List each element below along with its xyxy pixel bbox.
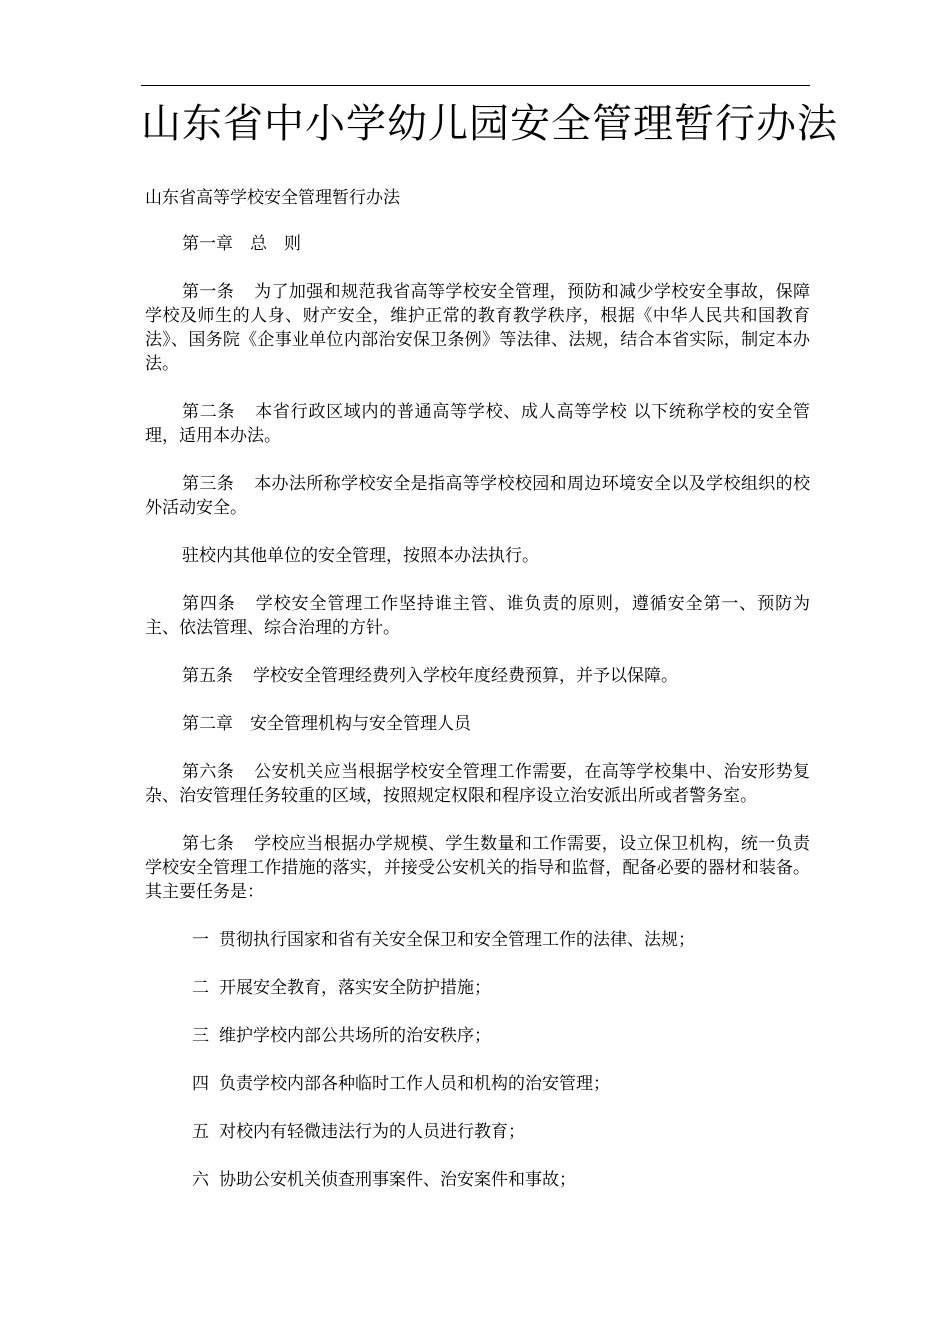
list-item-text: 贯彻执行国家和省有关安全保卫和安全管理工作的法律、法规；: [219, 930, 695, 950]
list-item: [145, 1120, 810, 1144]
list-item-text: 维护学校内部公共场所的治安秩序；: [219, 1026, 491, 1046]
document-body: [145, 232, 810, 1216]
list-item-text: 对校内有轻微违法行为的人员进行教育；: [219, 1122, 525, 1142]
list-item: [145, 1168, 810, 1192]
document-subtitle: 山东省高等学校安全管理暂行办法: [145, 188, 400, 208]
list-item-number: 二: [192, 978, 209, 998]
article-1: [145, 280, 810, 376]
document-title: 山东省中小学幼儿园安全管理暂行办法: [141, 101, 838, 147]
article-4-heading: 第四条: [182, 594, 236, 614]
article-3: [145, 472, 810, 520]
article-5-text: 学校安全管理经费列入学校年度经费预算，并予以保障。: [253, 666, 678, 686]
list-item-number: 六: [192, 1170, 209, 1190]
list-item-number: 四: [192, 1074, 209, 1094]
list-item-text: 协助公安机关侦查刑事案件、治安案件和事故；: [219, 1170, 576, 1190]
article-2-heading: 第二条: [182, 402, 236, 422]
list-item: [145, 976, 810, 1000]
article-6: [145, 760, 810, 808]
article-2-text: 本省行政区域内的普通高等学校、成人高等学校 以下统称学校的安全管理，适用本办法。: [145, 402, 810, 446]
article-6-heading: 第六条: [182, 762, 235, 782]
list-item-text: 负责学校内部各种临时工作人员和机构的治安管理；: [219, 1074, 610, 1094]
article-7-heading: 第七条: [182, 834, 235, 854]
list-item-text: 开展安全教育，落实安全防护措施；: [219, 978, 491, 998]
article-3-text: 本办法所称学校安全是指高等学校校园和周边环境安全以及学校组织的校外活动安全。: [145, 474, 811, 518]
article-1-heading: 第一条: [182, 282, 235, 302]
chapter-heading-2: 第二章 安全管理机构与安全管理人员: [182, 714, 471, 734]
list-item: [145, 1024, 810, 1048]
article-5-heading: 第五条: [182, 666, 233, 686]
list-item-number: 三: [192, 1026, 209, 1046]
list-item-number: 一: [192, 930, 209, 950]
list-item: [145, 1072, 810, 1096]
article-3-heading: 第三条: [182, 474, 235, 494]
article-4: [145, 592, 810, 640]
article-2: [145, 400, 810, 448]
article-3-extra: 驻校内其他单位的安全管理，按照本办法执行。: [182, 546, 539, 566]
list-item-number: 五: [192, 1122, 209, 1142]
article-5: [145, 664, 810, 688]
article-7-text: 学校应当根据办学规模、学生数量和工作需要，设立保卫机构，统一负责学校安全管理工作措施的落实，并接受公安机关的指导和监督，配备必要的器材和装备。其主要任务是：: [145, 834, 811, 902]
header-rule: [141, 85, 810, 86]
chapter-heading-1: 第一章 总 则: [182, 234, 301, 254]
article-1-text: 为了加强和规范我省高等学校安全管理，预防和减少学校安全事故，保障学校及师生的人身、财产安全，维护正常的教育教学秩序，根据《中华人民共和国教育法》、国务院《企事业单位内部治安保卫条例》等法律、法规，结合本省实际，制定本办法。: [145, 282, 811, 374]
article-6-text: 公安机关应当根据学校安全管理工作需要，在高等学校集中、治安形势复杂、治安管理任务较重的区域，按照规定权限和程序设立治安派出所或者警务室。: [145, 762, 811, 806]
list-item: [145, 928, 810, 952]
article-7: [145, 832, 810, 904]
article-4-text: 学校安全管理工作坚持谁主管、谁负责的原则，遵循安全第一、预防为主、依法管理、综合治理的方针。: [145, 594, 811, 638]
